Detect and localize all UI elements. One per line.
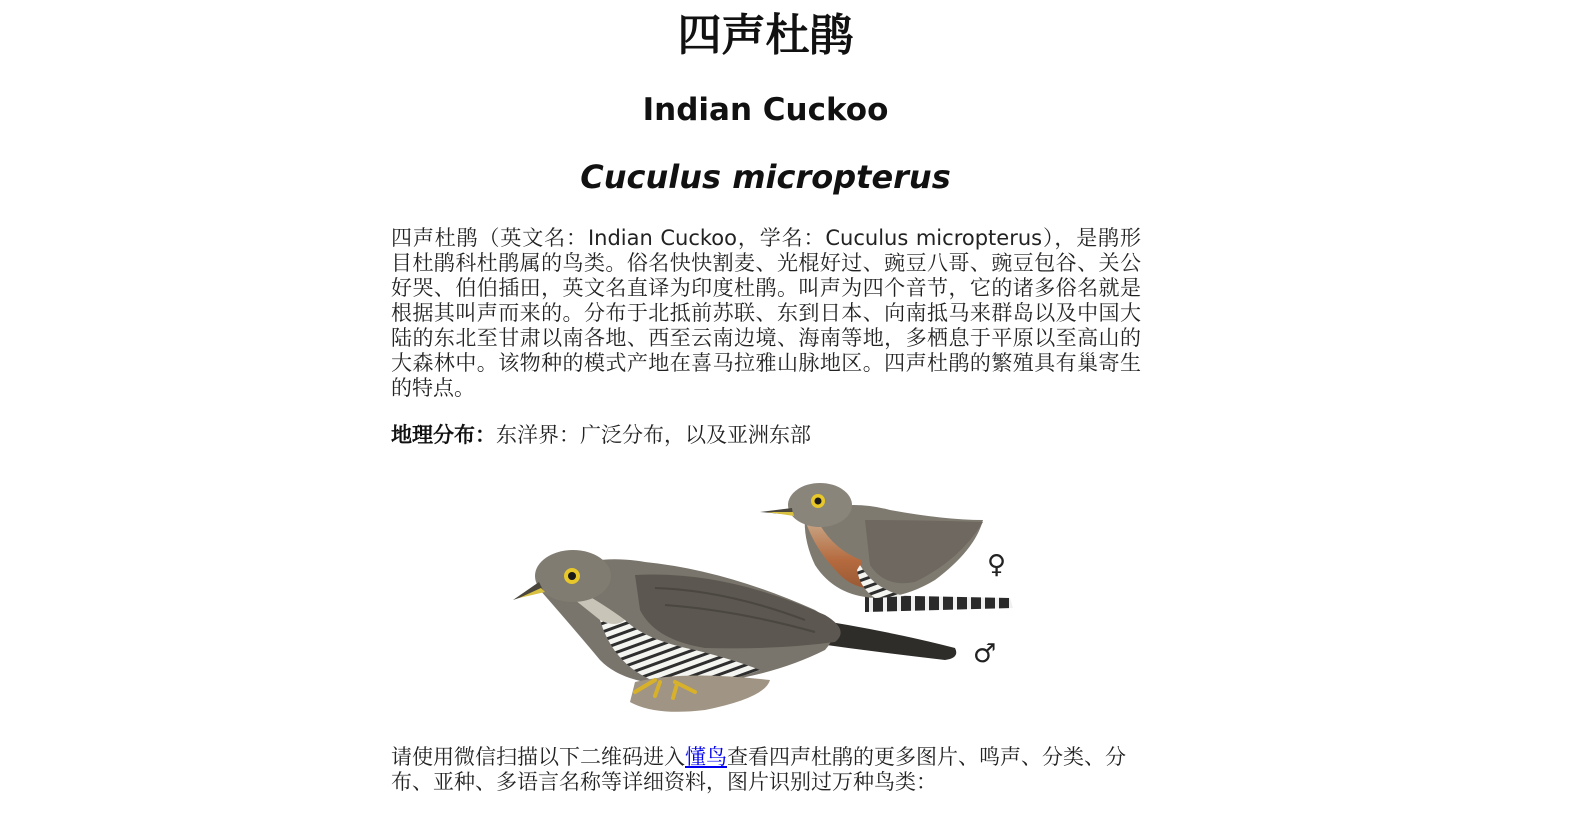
scientific-name: Cuculus micropterus xyxy=(580,158,951,196)
english-name: Indian Cuckoo xyxy=(642,92,889,128)
qr-prompt-after: 查看四声杜鹃的更多图片、鸣声、分类、分布、亚种、多语言名称等详细资料，图片识别过万种鸟类： xyxy=(391,745,1126,794)
dongniao-link[interactable]: 懂鸟 xyxy=(685,745,727,769)
distribution-label: 地理分布： xyxy=(391,423,496,447)
description-paragraph: 四声杜鹃（英文名：Indian Cuckoo，学名：Cuculus micropterus），是鹃形目杜鹃科杜鹃属的鸟类。俗名快快割麦、光棍好过、豌豆八哥、豌豆包谷、关公好哭、伯伯插田，英文名直译为印度杜鹃。叫声为四个音节，它的诸多俗名就是根据其叫声而来的。分布于北抵前苏联、东到日本、向南抵马来群岛以及中国大陆的东北至甘肃以南各地、西至云南边境、海南等地，多栖息于平原以至高山的大森林中。该物种的模式产地在喜马拉雅山脉地区。四声杜鹃的繁殖具有巢寄生的特点。 xyxy=(391,226,1141,400)
distribution-line xyxy=(391,423,1141,448)
qr-prompt-before: 请使用微信扫描以下二维码进入 xyxy=(391,745,685,769)
bird-illustration xyxy=(505,470,1035,720)
male-symbol: ♂ xyxy=(973,639,997,669)
distribution-value: 东洋界：广泛分布，以及亚洲东部 xyxy=(496,423,811,447)
qr-prompt xyxy=(391,745,1141,795)
page-title: 四声杜鹃 xyxy=(677,10,854,61)
content xyxy=(391,226,1141,448)
female-symbol: ♀ xyxy=(987,550,1007,580)
female-bird xyxy=(760,483,1013,612)
